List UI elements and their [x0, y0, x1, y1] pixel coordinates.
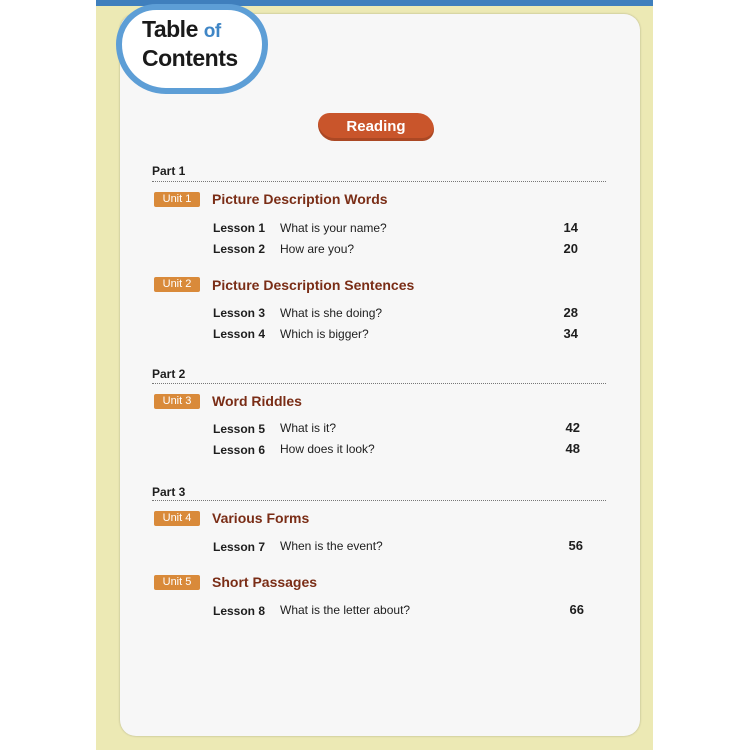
part-divider-1 [152, 181, 606, 182]
lesson-label: Lesson 6 [213, 443, 266, 457]
unit-badge-2: Unit 2 [154, 277, 200, 292]
lesson-page-number: 20 [563, 241, 578, 256]
unit-badge-3: Unit 3 [154, 394, 200, 409]
lesson-page-number: 34 [563, 326, 578, 341]
part-label-1: Part 1 [152, 164, 186, 178]
unit-title-3[interactable]: Word Riddles [212, 393, 302, 409]
lesson-label: Lesson 7 [213, 540, 266, 554]
unit-badge-1: Unit 1 [154, 192, 200, 207]
lesson-question[interactable]: What is she doing? [280, 306, 383, 320]
unit-badge-4: Unit 4 [154, 511, 200, 526]
title-word-contents: Contents [142, 45, 238, 71]
lesson-question[interactable]: What is your name? [280, 221, 387, 235]
lesson-label: Lesson 2 [213, 242, 266, 256]
part-label-2: Part 2 [152, 367, 186, 381]
lesson-label: Lesson 4 [213, 327, 266, 341]
unit-title-4[interactable]: Various Forms [212, 510, 310, 526]
part-divider-2 [152, 383, 606, 384]
lesson-page-number: 28 [563, 305, 578, 320]
title-word-of: of [203, 21, 221, 42]
lesson-question[interactable]: When is the event? [280, 539, 383, 553]
page-title [142, 16, 238, 72]
lesson-page-number: 14 [563, 220, 578, 235]
lesson-question[interactable]: How are you? [280, 242, 355, 256]
lesson-label: Lesson 8 [213, 604, 266, 618]
lesson-page-number: 56 [568, 538, 583, 553]
lesson-question[interactable]: How does it look? [280, 442, 375, 456]
lesson-page-number: 42 [565, 420, 580, 435]
title-word-table: Table [142, 16, 198, 42]
unit-title-5[interactable]: Short Passages [212, 574, 318, 590]
lesson-label: Lesson 3 [213, 306, 266, 320]
section-badge-reading: Reading [318, 113, 434, 141]
lesson-label: Lesson 5 [213, 422, 266, 436]
lesson-page-number: 66 [569, 602, 584, 617]
part-divider-3 [152, 500, 606, 501]
lesson-page-number: 48 [565, 441, 580, 456]
lesson-label: Lesson 1 [213, 221, 266, 235]
lesson-question[interactable]: What is it? [280, 421, 337, 435]
unit-badge-5: Unit 5 [154, 575, 200, 590]
lesson-question[interactable]: What is the letter about? [280, 603, 411, 617]
lesson-question[interactable]: Which is bigger? [280, 327, 369, 341]
part-label-3: Part 3 [152, 485, 186, 499]
unit-title-2[interactable]: Picture Description Sentences [212, 277, 415, 293]
unit-title-1[interactable]: Picture Description Words [212, 191, 388, 207]
background-left [0, 0, 96, 750]
